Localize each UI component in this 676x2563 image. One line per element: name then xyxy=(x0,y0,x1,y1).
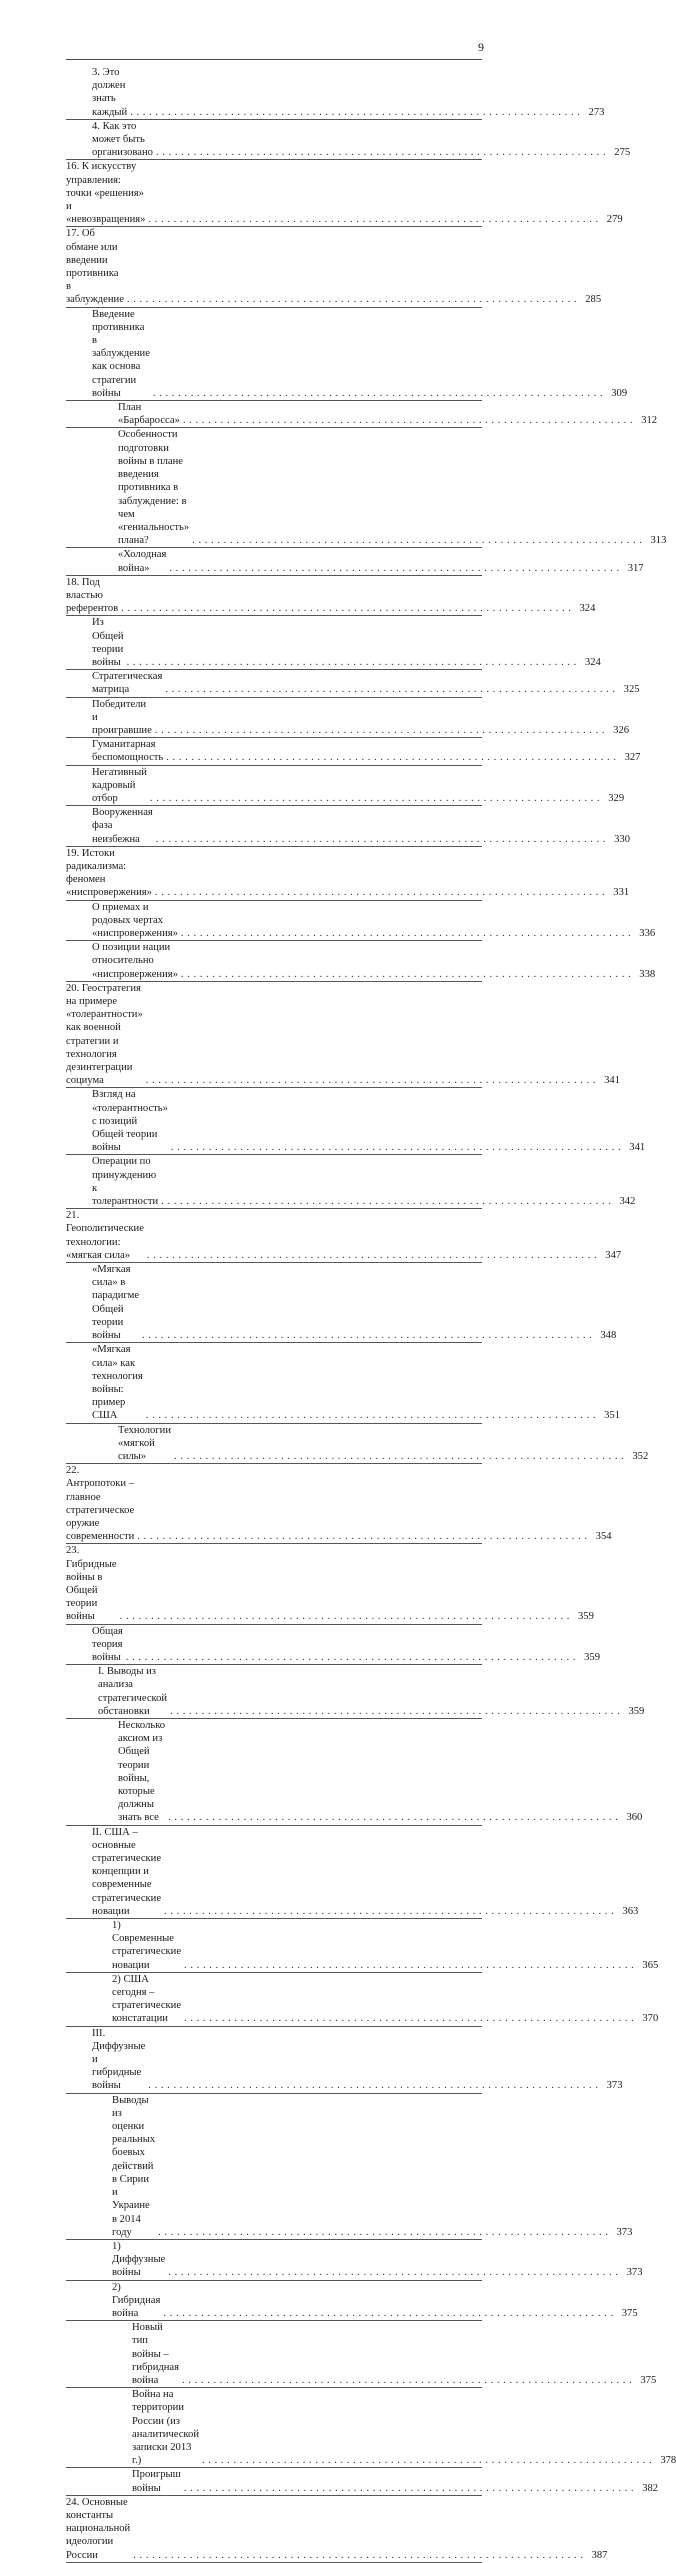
toc-leader-dots: . . . . . . . . . . . . . . . . . . . . . . . . . . . . . . . . . . . . . . . . . . . . . . . . . . . . . . . . . . . . . . . . . . . . . . . . xyxy=(145,1075,596,1087)
toc-entry xyxy=(66,1544,594,1624)
toc-entry-title: О приемах и родовых чертах «ниспровержения» xyxy=(92,901,178,939)
toc-leader-dots: . . . . . . . . . . . . . . . . . . . . . . . . . . . . . . . . . . . . . . . . . . . . . . . . . . . . . . . . . . . . . . . . . . . . . . . . xyxy=(182,415,634,427)
toc-page-number: 382 xyxy=(642,2482,659,2494)
toc-entry xyxy=(66,1919,659,1973)
toc-page-number: 338 xyxy=(639,968,656,980)
toc-entry-title: Выводы из оценки реальных боевых действий в Сирии и Украине в 2014 году xyxy=(112,2094,156,2238)
toc-leader-dots: . . . . . . . . . . . . . . . . . . . . . . . . . . . . . . . . . . . . . . . . . . . . . . . . . . . . . . . . . . . . . . . . . . . . . . . . xyxy=(119,1611,570,1623)
toc-leader-dots: . . . . . . . . . . . . . . . . . . . . . . . . . . . . . . . . . . . . . . . . . . . . . . . . . . . . . . . . . . . . . . . . . . . . . . . . xyxy=(142,1330,593,1342)
toc-entry-title: Вооруженная фаза неизбежна xyxy=(92,807,153,845)
header-rule xyxy=(66,59,482,60)
toc-entry-title: Особенности подготовки войны в плане введения противника в заблуждение: в чем «гениальность» плана? xyxy=(118,429,190,547)
toc-leader-dots: . . . . . . . . . . . . . . . . . . . . . . . . . . . . . . . . . . . . . . . . . . . . . . . . . . . . . . . . . . . . . . . . . . . . . . . . xyxy=(126,294,578,306)
toc-entry xyxy=(66,1826,639,1919)
toc-entry-title: Новый тип войны – гибридная война xyxy=(132,2322,180,2386)
toc-entry xyxy=(66,847,630,901)
toc-page-number: 378 xyxy=(660,2455,676,2467)
toc-entry-title: «Мягкая сила» как технология войны: пример США xyxy=(92,1344,143,1422)
toc-entry-title: Проигрыш войны xyxy=(132,2469,181,2494)
toc-leader-dots: . . . . . . . . . . . . . . . . . . . . . . . . . . . . . . . . . . . . . . . . . . . . . . . . . . . . . . . . . . . . . . . . . . . . . . . . xyxy=(154,887,606,899)
toc-leader-dots: . . . . . . . . . . . . . . . . . . . . . . . . . . . . . . . . . . . . . . . . . . . . . . . . . . . . . . . . . . . . . . . . . . . . . . . . xyxy=(148,214,599,226)
toc-entry xyxy=(66,160,623,227)
toc-entry-title: Взгляд на «толерантность» с позиций Общей теории войны xyxy=(92,1089,168,1154)
toc-entry-title: План «Барбаросса» xyxy=(118,402,180,427)
toc-page-number: 354 xyxy=(595,1531,612,1543)
toc-page-number: 273 xyxy=(588,106,605,118)
toc-entry-title: 16. К искусству управления: точки «решения» и «невозвращения» xyxy=(66,161,146,226)
toc-entry-title: 4. Как это может быть организовано xyxy=(92,120,153,159)
toc-leader-dots: . . . . . . . . . . . . . . . . . . . . . . . . . . . . . . . . . . . . . . . . . . . . . . . . . . . . . . . . . . . . . . . . . . . . . . . . xyxy=(170,1705,621,1717)
toc-entry-title: Победители и проигравшие xyxy=(92,698,152,736)
toc-entry xyxy=(66,982,620,1089)
toc-entry-title: «Мягкая сила» в парадигме Общей теории войны xyxy=(92,1264,140,1342)
toc-leader-dots: . . . . . . . . . . . . . . . . . . . . . . . . . . . . . . . . . . . . . . . . . . . . . . . . . . . . . . . . . . . . . . . . . . . . . . . . xyxy=(126,656,577,668)
toc-entry-title: 19. Истоки радикализма: феномен «ниспровержения» xyxy=(66,847,152,899)
toc-leader-dots: . . . . . . . . . . . . . . . . . . . . . . . . . . . . . . . . . . . . . . . . . . . . . . . . . . . . . . . . . . . . . . . . . . . . . . . . xyxy=(182,2374,633,2386)
toc-entry xyxy=(66,548,644,575)
toc-leader-dots: . . . . . . . . . . . . . . . . . . . . . . . . . . . . . . . . . . . . . . . . . . . . . . . . . . . . . . . . . . . . . . . . . . . . . . . . xyxy=(155,147,607,159)
toc-entry-title: Технологии «мягкой силы» xyxy=(118,1424,172,1462)
toc-leader-dots: . . . . . . . . . . . . . . . . . . . . . . . . . . . . . . . . . . . . . . . . . . . . . . . . . . . . . . . . . . . . . . . . . . . . . . . . xyxy=(164,1905,615,1917)
toc-entry-title: 1) Современные стратегические новации xyxy=(112,1920,182,1971)
toc-leader-dots: . . . . . . . . . . . . . . . . . . . . . . . . . . . . . . . . . . . . . . . . . . . . . . . . . . . . . . . . . . . . . . . . . . . . . . . . xyxy=(154,724,606,736)
toc-page-number: 341 xyxy=(629,1142,646,1154)
toc-page-number: 375 xyxy=(621,2307,638,2319)
toc-leader-dots: . . . . . . . . . . . . . . . . . . . . . . . . . . . . . . . . . . . . . . . . . . . . . . . . . . . . . . . . . . . . . . . . . . . . . . . . xyxy=(145,1410,597,1422)
toc-page-number: 359 xyxy=(628,1705,645,1717)
toc-leader-dots: . . . . . . . . . . . . . . . . . . . . . . . . . . . . . . . . . . . . . . . . . . . . . . . . . . . . . . . . . . . . . . . . . . . . . . . . xyxy=(169,562,620,574)
toc-page-number: 317 xyxy=(627,562,644,574)
toc-page-number: 313 xyxy=(650,535,667,547)
toc-entry xyxy=(66,1209,622,1263)
toc-entry xyxy=(66,698,630,739)
toc-page-number: 326 xyxy=(613,724,630,736)
toc-page-number: 309 xyxy=(611,387,628,399)
toc-entry xyxy=(66,2388,676,2468)
toc-leader-dots: . . . . . . . . . . . . . . . . . . . . . . . . . . . . . . . . . . . . . . . . . . . . . . . . . . . . . . . . . . . . . . . . . . . . . . . . xyxy=(180,968,632,980)
toc-entry xyxy=(66,1719,643,1826)
toc-page-number: 279 xyxy=(606,214,623,226)
toc-leader-dots: . . . . . . . . . . . . . . . . . . . . . . . . . . . . . . . . . . . . . . . . . . . . . . . . . . . . . . . . . . . . . . . . . . . . . . . . xyxy=(184,1959,635,1971)
toc-leader-dots: . . . . . . . . . . . . . . . . . . . . . . . . . . . . . . . . . . . . . . . . . . . . . . . . . . . . . . . . . . . . . . . . . . . . . . . . xyxy=(180,928,632,939)
toc-entry-title: II. США – основные стратегические концепции и современные стратегические новации xyxy=(92,1826,162,1917)
toc-entry xyxy=(66,428,667,548)
toc-entry-title: Война на территории России (из аналитической записки 2013 г.) xyxy=(132,2389,199,2467)
toc-page-number: 341 xyxy=(604,1075,620,1087)
toc-entry-title: Операции по принуждению к толерантности xyxy=(92,1156,159,1208)
toc-leader-dots: . . . . . . . . . . . . . . . . . . . . . . . . . . . . . . . . . . . . . . . . . . . . . . . . . . . . . . . . . . . . . . . . . . . . . . . . xyxy=(192,535,643,547)
toc-entry xyxy=(66,806,631,847)
toc-entry-title: Негативный кадровый отбор xyxy=(92,766,147,804)
toc-page-number: 375 xyxy=(640,2374,657,2386)
toc-entry-title: О позиции нации относительно «ниспровержения» xyxy=(92,942,178,980)
toc-entry-title: I. Выводы из анализа стратегической обстановки xyxy=(98,1666,168,1717)
toc-page-number: 329 xyxy=(608,792,625,804)
toc-entry-title: 2) США сегодня – стратегические констатации xyxy=(112,1973,182,2025)
toc-leader-dots: . . . . . . . . . . . . . . . . . . . . . . . . . . . . . . . . . . . . . . . . . . . . . . . . . . . . . . . . . . . . . . . . . . . . . . . . xyxy=(170,1142,622,1154)
toc-leader-dots: . . . . . . . . . . . . . . . . . . . . . . . . . . . . . . . . . . . . . . . . . . . . . . . . . . . . . . . . . . . . . . . . . . . . . . . . xyxy=(174,1450,625,1462)
toc-page-number: 348 xyxy=(600,1330,617,1342)
toc-page-number: 363 xyxy=(622,1905,639,1917)
toc-entry xyxy=(66,227,602,307)
toc-leader-dots: . . . . . . . . . . . . . . . . . . . . . . . . . . . . . . . . . . . . . . . . . . . . . . . . . . . . . . . . . . . . . . . . . . . . . . . . xyxy=(155,833,607,845)
toc-entry-title: Из Общей теории войны xyxy=(92,617,124,668)
toc-page-number: 325 xyxy=(623,684,640,696)
toc-entry xyxy=(66,2240,643,2281)
toc-leader-dots: . . . . . . . . . . . . . . . . . . . . . . . . . . . . . . . . . . . . . . . . . . . . . . . . . . . . . . . . . . . . . . . . . . . . . . . . xyxy=(146,1249,598,1261)
toc-leader-dots: . . . . . . . . . . . . . . . . . . . . . . . . . . . . . . . . . . . . . . . . . . . . . . . . . . . . . . . . . . . . . . . . . . . . . . . . xyxy=(130,106,581,118)
toc-page-number: 373 xyxy=(606,2080,623,2092)
toc-page-number: 324 xyxy=(584,656,601,668)
toc-entry xyxy=(66,1343,621,1423)
toc-leader-dots: . . . . . . . . . . . . . . . . . . . . . . . . . . . . . . . . . . . . . . . . . . . . . . . . . . . . . . . . . . . . . . . . . . . . . . . . xyxy=(166,752,617,764)
toc-entry-title: Общая теория войны xyxy=(92,1625,123,1663)
toc-entry xyxy=(66,2468,659,2495)
toc-entry-title: 2) Гибридная война xyxy=(112,2281,161,2319)
toc-leader-dots: . . . . . . . . . . . . . . . . . . . . . . . . . . . . . . . . . . . . . . . . . . . . . . . . . . . . . . . . . . . . . . . . . . . . . . . . xyxy=(201,2455,653,2467)
toc-entry xyxy=(66,1424,649,1465)
toc-page-number: 359 xyxy=(584,1651,601,1663)
toc-page-number: 360 xyxy=(626,1812,643,1824)
toc-entry xyxy=(66,1625,601,1666)
toc-entry xyxy=(66,308,628,401)
toc-entry xyxy=(66,2496,608,2563)
toc-page-number: 347 xyxy=(605,1249,622,1261)
toc-page-number: 330 xyxy=(614,833,631,845)
toc-entry xyxy=(66,1973,659,2027)
toc-page-number: 331 xyxy=(613,887,630,899)
toc-entry-title: Стратегическая матрица xyxy=(92,671,163,696)
toc-entry-title: 20. Геостратегия на примере «толерантности» как военной стратегии и технология дезинтеграции социума xyxy=(66,982,143,1087)
toc-leader-dots: . . . . . . . . . . . . . . . . . . . . . . . . . . . . . . . . . . . . . . . . . . . . . . . . . . . . . . . . . . . . . . . . . . . . . . . . xyxy=(121,603,572,615)
toc-entry-title: 24. Основные константы национальной идеологии России xyxy=(66,2496,131,2561)
toc-entry-title: Введение противника в заблуждение как основа стратегии войны xyxy=(92,308,150,399)
toc-entry xyxy=(66,941,656,982)
toc-page-number: 312 xyxy=(641,415,658,427)
toc-entry xyxy=(66,1665,645,1719)
toc-entry xyxy=(66,766,625,807)
toc-entry-title: Несколько аксиом из Общей теории войны, которые должны знать все xyxy=(118,1719,166,1824)
toc-entry xyxy=(66,120,631,161)
toc-leader-dots: . . . . . . . . . . . . . . . . . . . . . . . . . . . . . . . . . . . . . . . . . . . . . . . . . . . . . . . . . . . . . . . . . . . . . . . . xyxy=(163,2307,614,2319)
toc-entry xyxy=(66,1263,617,1343)
table-of-contents xyxy=(66,66,676,2563)
toc-page-number: 351 xyxy=(604,1410,621,1422)
toc-entry-title: Гуманитарная беспомощность xyxy=(92,739,164,764)
toc-leader-dots: . . . . . . . . . . . . . . . . . . . . . . . . . . . . . . . . . . . . . . . . . . . . . . . . . . . . . . . . . . . . . . . . . . . . . . . . xyxy=(137,1531,588,1543)
toc-page-number: 275 xyxy=(614,147,631,159)
toc-entry-title: 18. Под властью референтов xyxy=(66,576,119,615)
page-number: 9 xyxy=(478,40,484,54)
toc-entry xyxy=(66,2321,657,2388)
toc-page-number: 373 xyxy=(626,2267,643,2279)
toc-entry xyxy=(66,616,601,670)
toc-entry xyxy=(66,66,605,120)
toc-entry-title: 1) Диффузные войны xyxy=(112,2240,166,2279)
toc-entry-title: «Холодная война» xyxy=(118,549,167,574)
toc-leader-dots: . . . . . . . . . . . . . . . . . . . . . . . . . . . . . . . . . . . . . . . . . . . . . . . . . . . . . . . . . . . . . . . . . . . . . . . . xyxy=(148,2080,599,2092)
toc-entry xyxy=(66,576,596,617)
toc-page-number: 342 xyxy=(619,1196,636,1208)
toc-leader-dots: . . . . . . . . . . . . . . . . . . . . . . . . . . . . . . . . . . . . . . . . . . . . . . . . . . . . . . . . . . . . . . . . . . . . . . . . xyxy=(161,1196,612,1208)
toc-leader-dots: . . . . . . . . . . . . . . . . . . . . . . . . . . . . . . . . . . . . . . . . . . . . . . . . . . . . . . . . . . . . . . . . . . . . . . . . xyxy=(152,387,604,399)
toc-entry xyxy=(66,901,656,942)
toc-leader-dots: . . . . . . . . . . . . . . . . . . . . . . . . . . . . . . . . . . . . . . . . . . . . . . . . . . . . . . . . . . . . . . . . . . . . . . . . xyxy=(184,2013,635,2025)
toc-leader-dots: . . . . . . . . . . . . . . . . . . . . . . . . . . . . . . . . . . . . . . . . . . . . . . . . . . . . . . . . . . . . . . . . . . . . . . . . xyxy=(168,1812,619,1824)
toc-entry xyxy=(66,2281,638,2322)
toc-entry-title: III. Диффузные и гибридные войны xyxy=(92,2027,146,2092)
toc-entry xyxy=(66,2027,623,2094)
toc-page-number: 285 xyxy=(585,294,602,306)
toc-entry-title: 22. Антропотоки – главное стратегическое оружие современности xyxy=(66,1465,135,1543)
toc-leader-dots: . . . . . . . . . . . . . . . . . . . . . . . . . . . . . . . . . . . . . . . . . . . . . . . . . . . . . . . . . . . . . . . . . . . . . . . . xyxy=(183,2482,635,2494)
toc-page-number: 327 xyxy=(624,752,641,764)
toc-leader-dots: . . . . . . . . . . . . . . . . . . . . . . . . . . . . . . . . . . . . . . . . . . . . . . . . . . . . . . . . . . . . . . . . . . . . . . . . xyxy=(165,684,616,696)
toc-entry-title: 17. Об обмане или введении противника в заблуждение xyxy=(66,228,124,306)
toc-page-number: 352 xyxy=(632,1450,649,1462)
toc-page-number: 373 xyxy=(616,2226,633,2238)
toc-entry xyxy=(66,2094,633,2240)
toc-entry xyxy=(66,670,640,697)
toc-entry-title: 3. Это должен знать каждый xyxy=(92,67,128,118)
toc-entry xyxy=(66,1464,612,1544)
toc-leader-dots: . . . . . . . . . . . . . . . . . . . . . . . . . . . . . . . . . . . . . . . . . . . . . . . . . . . . . . . . . . . . . . . . . . . . . . . . xyxy=(133,2549,584,2561)
toc-page-number: 359 xyxy=(577,1611,594,1623)
toc-entry xyxy=(66,1155,636,1209)
toc-page-number: 336 xyxy=(639,928,656,939)
toc-leader-dots: . . . . . . . . . . . . . . . . . . . . . . . . . . . . . . . . . . . . . . . . . . . . . . . . . . . . . . . . . . . . . . . . . . . . . . . . xyxy=(149,792,601,804)
toc-entry xyxy=(66,738,641,765)
toc-entry xyxy=(66,401,658,428)
toc-leader-dots: . . . . . . . . . . . . . . . . . . . . . . . . . . . . . . . . . . . . . . . . . . . . . . . . . . . . . . . . . . . . . . . . . . . . . . . . xyxy=(125,1651,577,1663)
toc-page-number: 370 xyxy=(642,2013,659,2025)
toc-leader-dots: . . . . . . . . . . . . . . . . . . . . . . . . . . . . . . . . . . . . . . . . . . . . . . . . . . . . . . . . . . . . . . . . . . . . . . . . xyxy=(168,2267,619,2279)
toc-entry xyxy=(66,1088,646,1155)
toc-entry-title: 21. Геополитические технологии: «мягкая сила» xyxy=(66,1210,144,1261)
toc-page-number: 387 xyxy=(591,2549,608,2561)
toc-entry-title: 23. Гибридные войны в Общей теории войны xyxy=(66,1545,117,1623)
toc-leader-dots: . . . . . . . . . . . . . . . . . . . . . . . . . . . . . . . . . . . . . . . . . . . . . . . . . . . . . . . . . . . . . . . . . . . . . . . . xyxy=(158,2226,609,2238)
toc-page-number: 365 xyxy=(642,1959,659,1971)
toc-page-number: 324 xyxy=(579,603,596,615)
